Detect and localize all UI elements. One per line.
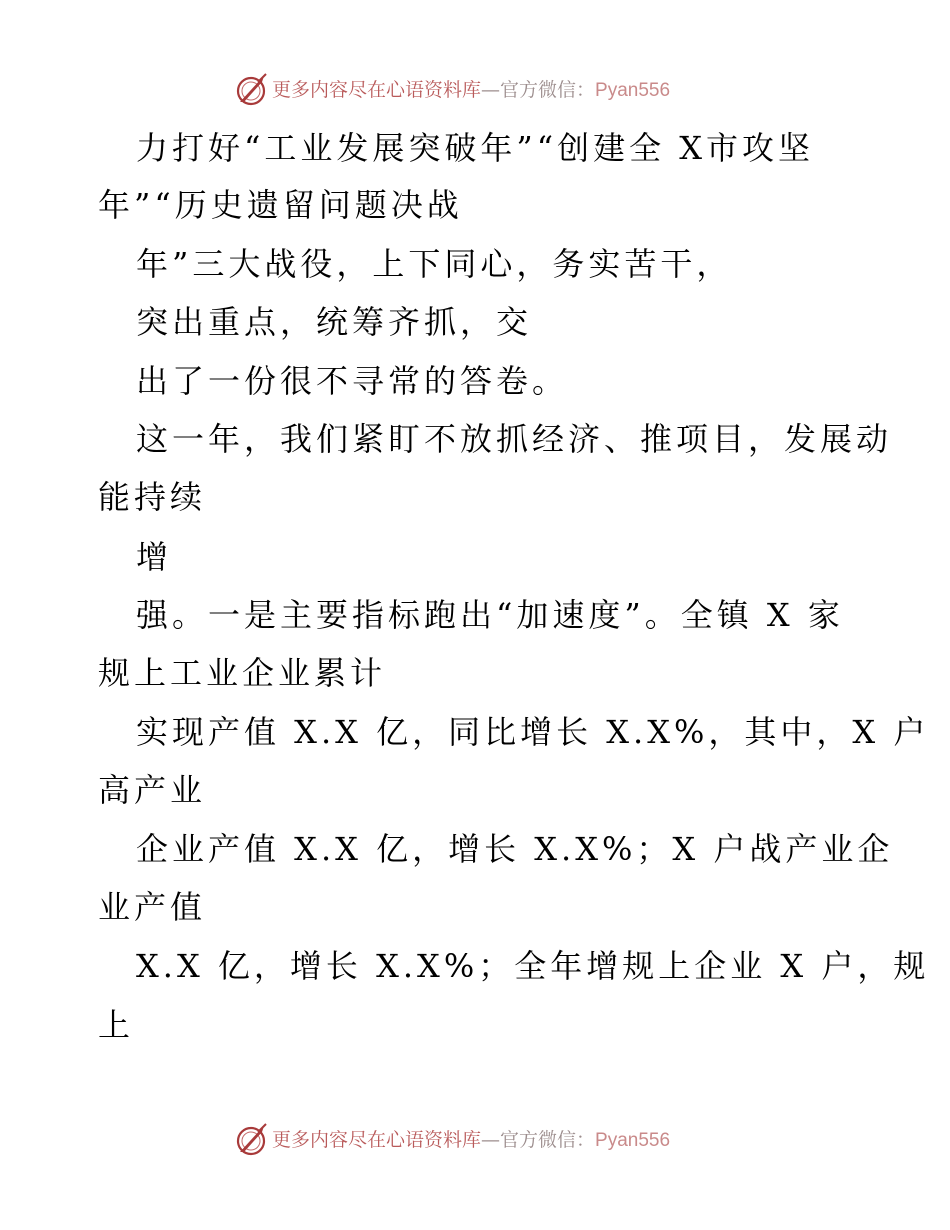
- body-line: 增: [136, 538, 173, 576]
- body-line: 高产业: [98, 771, 207, 809]
- body-line: 强。一是主要指标跑出“加速度”。全镇 X 家: [136, 596, 844, 634]
- body-line: 能持续: [98, 478, 207, 516]
- body-line: 力打好“工业发展突破年”“创建全 X市攻坚: [136, 129, 815, 167]
- body-line: 年”三大战役，上下同心，务实苦干，: [136, 245, 733, 283]
- body-line: 实现产值 X.X 亿，同比增长 X.X%，其中，X 户: [136, 713, 930, 751]
- banner-text: 更多内容尽在心语资料库—官方微信：Pyan556: [272, 1129, 671, 1151]
- body-line: 突出重点，统筹齐抓，交: [136, 303, 533, 341]
- body-line: 出了一份很不寻常的答卷。: [136, 362, 569, 400]
- body-line: 业产值: [98, 888, 207, 926]
- body-line: 这一年，我们紧盯不放抓经济、推项目，发展动: [136, 420, 893, 458]
- banner-text: 更多内容尽在心语资料库—官方微信：Pyan556: [272, 79, 671, 101]
- body-line: 企业产值 X.X 亿，增长 X.X%；X 户战产业企: [136, 830, 894, 868]
- quill-pen-seal-icon: [234, 72, 270, 108]
- body-line: 年”“历史遗留问题决战: [98, 186, 463, 224]
- quill-pen-seal-icon: [234, 1122, 270, 1158]
- body-line: 上: [98, 1006, 135, 1044]
- footer-banner: [0, 1120, 950, 1160]
- header-banner: [0, 70, 950, 110]
- body-line: 规上工业企业累计: [98, 654, 387, 692]
- body-line: X.X 亿，增长 X.X%；全年增规上企业 X 户，规: [136, 947, 930, 985]
